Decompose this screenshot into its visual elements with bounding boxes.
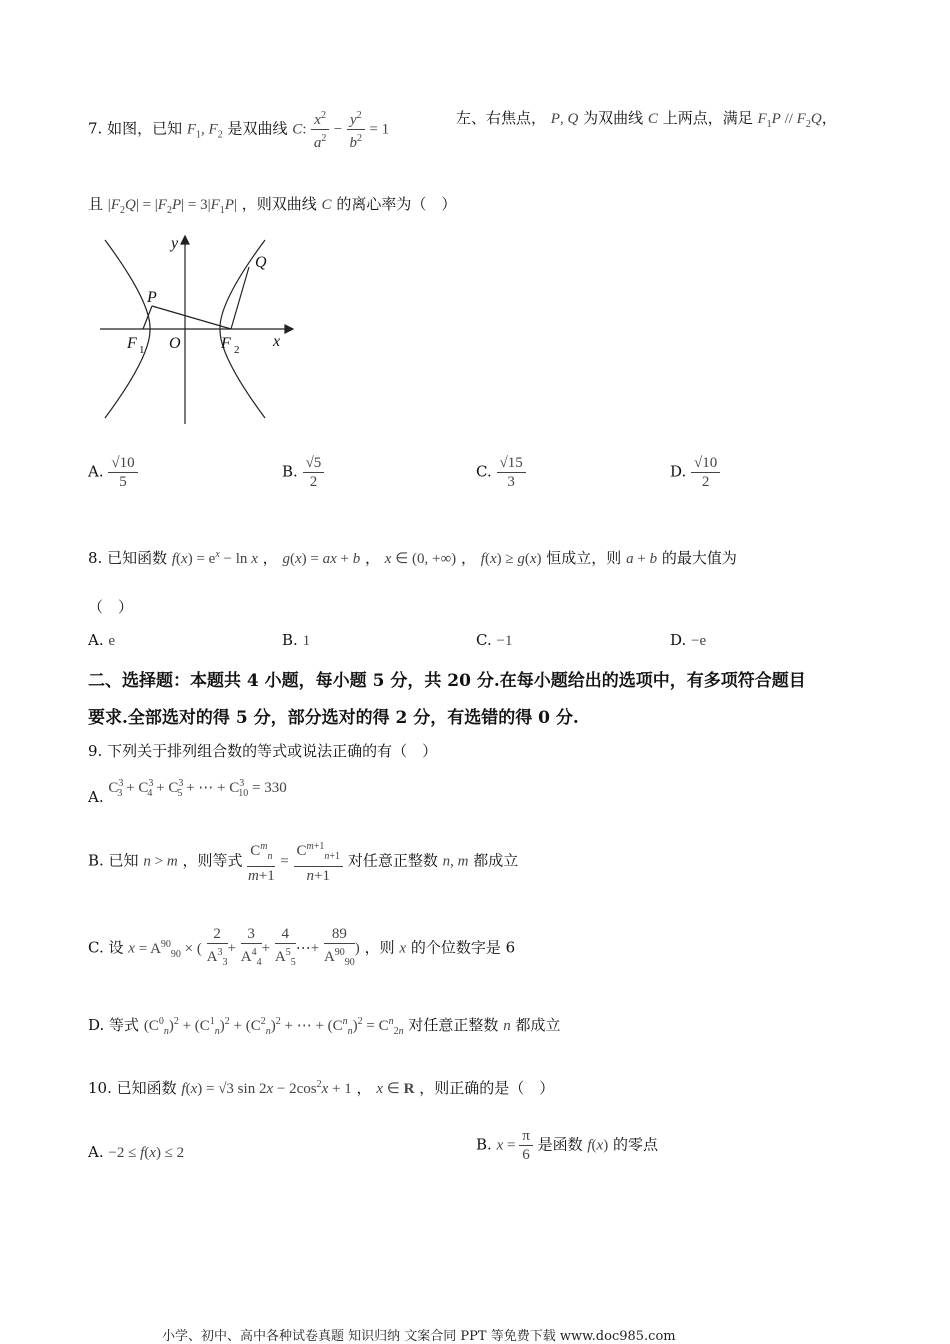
q10-title: 10. 已知函数 f(x) = √3 $\sin 2x - 2\cos^2x + 1$ ， x ∈ R ，则正确的是（ ） — [88, 1079, 555, 1097]
label-q: Q — [255, 254, 267, 271]
label-f2-sub: 2 — [234, 344, 240, 356]
q7-option-d[interactable]: D. $\frac{√10}{2}$ — [670, 454, 720, 491]
q8-option-b[interactable]: B. 1 — [282, 631, 311, 649]
q10-option-a[interactable]: A. −2 ≤ f(x) ≤ 2 — [88, 1143, 185, 1161]
q9-title: 9. 下列关于排列组合数的等式或说法正确的有（ ） — [88, 742, 438, 760]
hyperbola-figure — [95, 232, 295, 427]
q8-option-a[interactable]: A. e — [88, 631, 116, 649]
label-p: P — [147, 289, 157, 306]
segment-pf2 — [152, 306, 231, 329]
q8-line1: 8. 已知函数 $f(x) = e^x - \ln x$ ， g(x) = ax + b ， x ∈ (0, +∞) ， f(x) ≥ g(x) 恒成立，则 a + b 的最大值为 — [88, 549, 737, 567]
q9-option-d[interactable]: D. 等式 $(C^0_n)^2 + (C^1_n)^2 + (C^2_n)^2$ + ⋯ + $(C^n_n)^2 = C^n_{2n}$ 对任意正整数 n 都成立 — [88, 1016, 561, 1037]
q10-option-b[interactable]: B. x = $\frac{\pi}{6}$ 是函数 f(x) 的零点 — [476, 1128, 659, 1163]
label-o: O — [169, 335, 181, 352]
q7-option-b[interactable]: B. $\frac{√5}{2}$ — [282, 454, 324, 491]
x-axis-arrow — [285, 325, 293, 333]
q7-line2: 且 $|F_2Q| = |F_2P| = 3|F_1P|$ ，则双曲线 C 的离心率为（ ） — [88, 195, 457, 216]
label-f1: F — [127, 335, 137, 352]
section2-heading-line2: 要求.全部选对的得 5 分，部分选对的得 2 分，有选错的得 0 分. — [88, 708, 579, 728]
segment-f1p — [143, 306, 152, 329]
q8-option-d[interactable]: D. −e — [670, 631, 707, 649]
q9-option-a[interactable]: A. $C^3_3 + C^3_4 + C^3_5$ + ⋯ + $C^3_{10} = 330$ — [88, 778, 287, 806]
q9-option-b[interactable]: B. 已知 n > m ，则等式 $\frac{C^m_n}{m+1}$ = $\frac{C^{m+1}_{n+1}}{n+1}$ 对任意正整数 n, m 都成立 — [88, 838, 518, 885]
label-x: x — [273, 333, 281, 350]
q7-line1: 7. 如图，已知 $F_1$, $F_2$ 是双曲线 C: $\frac{x^2}{a^2}$ − $\frac{y^2}{b^2}$ = 1 — [88, 107, 389, 152]
q8-paren: （ ） — [88, 598, 134, 616]
label-f1-sub: 1 — [139, 344, 145, 356]
q7-option-a[interactable]: A. $\frac{√10}{5}$ — [88, 454, 138, 491]
y-axis-arrow — [181, 236, 189, 244]
q7-line1b: 左、右焦点， P, Q 为双曲线 C 上两点，满足 $F_1P // F_2Q$， — [456, 109, 837, 130]
q9-option-c[interactable]: C. 设 $x = A^{90}_{90}$ × ( $\frac{2}{A^3_3}$ + $\frac{3}{A^4_4}$ + $\frac{4}{A^5_5}$ ⋯+ $\frac{89}{A^{90}_{90}}$ ) ，则 x 的个位数字是 6 — [88, 926, 516, 968]
label-y: y — [171, 235, 179, 252]
section2-heading-line1: 二、选择题：本题共 4 小题，每小题 5 分，共 20 分.在每小题给出的选项中，有多项符合题目 — [88, 671, 806, 691]
q7-option-c[interactable]: C. $\frac{√15}{3}$ — [476, 454, 526, 491]
page-footer: 小学、初中、高中各种试卷真题 知识归纳 文案合同 PPT 等免费下载 www.doc985.com — [162, 1329, 676, 1344]
label-f2: F — [221, 335, 231, 352]
q8-option-c[interactable]: C. −1 — [476, 631, 513, 649]
